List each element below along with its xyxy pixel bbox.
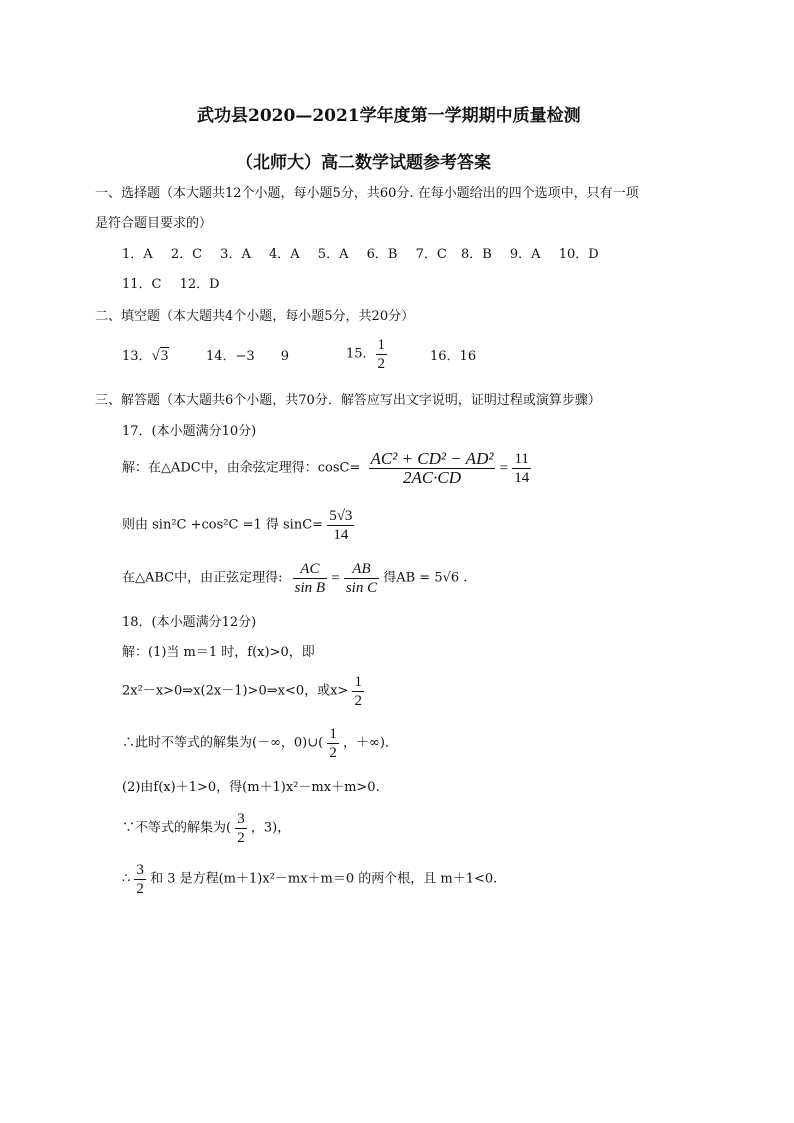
fraction: $\frac{1}{2}$	[329, 726, 337, 761]
q18-line-1: 解：(1)当 m＝1 时，f(x)>0，即	[122, 645, 315, 660]
q18-line-4: (2)由f(x)＋1>0，得(m＋1)x²－mx＋m>0.	[122, 780, 380, 795]
mc-answer-9: 9．A	[509, 247, 541, 262]
q17-line-3: 在△ABC中，由正弦定理得: $\frac{AC}{\text{sin B}}$ = $\frac{AB}{\text{sin C}}$ 得AB = 5√6 .	[122, 561, 468, 596]
q17-line-1: 解：在△ADC中，由余弦定理得：cosC= $\frac{\text{AC² + CD² − AD²}}{2AC\cdot CD}$ = $\frac{11}{14}$	[122, 449, 530, 487]
law-of-sines-right: $\frac{AB}{\text{sin C}}$	[345, 561, 378, 596]
mc-answer-7: 7．C	[415, 247, 447, 262]
mc-answer-11: 11．C	[122, 277, 162, 292]
mc-answers-row-2	[122, 277, 220, 293]
fill-answer-16: 16．16	[430, 349, 477, 364]
q18-line-6: ∴ $\frac{3}{2}$ 和 3 是方程(m＋1)x²－mx＋m＝0 的两个根，且 m＋1<0.	[122, 862, 498, 897]
fill-answer-13: 13．√3	[122, 348, 169, 364]
sine-fraction: $\frac{5√3}{14}$	[329, 508, 353, 543]
mc-answer-10: 10．D	[558, 247, 599, 262]
page-subtitle: （北师大）高二数学试题参考答案	[236, 153, 491, 173]
mc-answer-1: 1．A	[122, 247, 153, 262]
fraction: $\frac{3}{2}$	[237, 811, 245, 846]
q18-line-5: ∵不等式的解集为( $\frac{3}{2}$ ，3)，	[122, 811, 291, 846]
section-1-heading-cont: 是符合题目要求的）	[95, 216, 213, 231]
mc-answers-row-1	[122, 247, 599, 263]
q17-line-2: 则由 sin²C +cos²C =1 得 sinC= $\frac{5√3}{14}$	[122, 508, 353, 543]
cosine-fraction: $\frac{\text{AC² + CD² − AD²}}{2AC\cdot CD}$	[370, 449, 494, 487]
fraction: $\frac{1}{2}$	[377, 337, 386, 372]
section-2-heading: 二、填空题（本大题共4个小题，每小题5分，共20分）	[95, 309, 415, 324]
fill-answer-14: 14．−3 9	[206, 349, 289, 364]
q18-line-2: 2x²－x>0⇒x(2x－1)>0⇒x<0，或x> $\frac{1}{2}$	[122, 674, 362, 709]
result-fraction: $\frac{11}{14}$	[514, 451, 530, 486]
q18-title: 18．(本小题满分12分)	[122, 615, 257, 630]
page-title: 武功县2020—2021学年度第一学期期中质量检测	[197, 106, 581, 126]
mc-answer-12: 12．D	[179, 277, 220, 292]
section-1-heading: 一、选择题（本大题共12个小题，每小题5分，共60分. 在每小题给出的四个选项中，只有一项	[95, 186, 639, 201]
fraction: $\frac{1}{2}$	[354, 674, 362, 709]
law-of-sines-left: $\frac{AC}{\text{sin B}}$	[294, 561, 326, 596]
q17-title: 17．(本小题满分10分)	[122, 424, 257, 439]
mc-answer-8: 8．B	[460, 247, 492, 262]
sqrt-symbol: √3	[151, 348, 169, 364]
q18-line-3: ∴此时不等式的解集为(－∞，0)∪( $\frac{1}{2}$ ，＋∞)．	[122, 726, 398, 761]
mc-answer-6: 6．B	[366, 247, 398, 262]
mc-answer-5: 5．A	[317, 247, 349, 262]
mc-answer-2: 2．C	[170, 247, 203, 262]
mc-answer-3: 3．A	[220, 247, 251, 262]
mc-answer-4: 4．A	[268, 247, 300, 262]
section-3-heading: 三、解答题（本大题共6个小题，共70分．解答应写出文字说明，证明过程或演算步骤）	[95, 393, 601, 408]
fraction: $\frac{3}{2}$	[136, 862, 144, 897]
fill-answer-15: 15． $\frac{1}{2}$	[346, 337, 386, 372]
